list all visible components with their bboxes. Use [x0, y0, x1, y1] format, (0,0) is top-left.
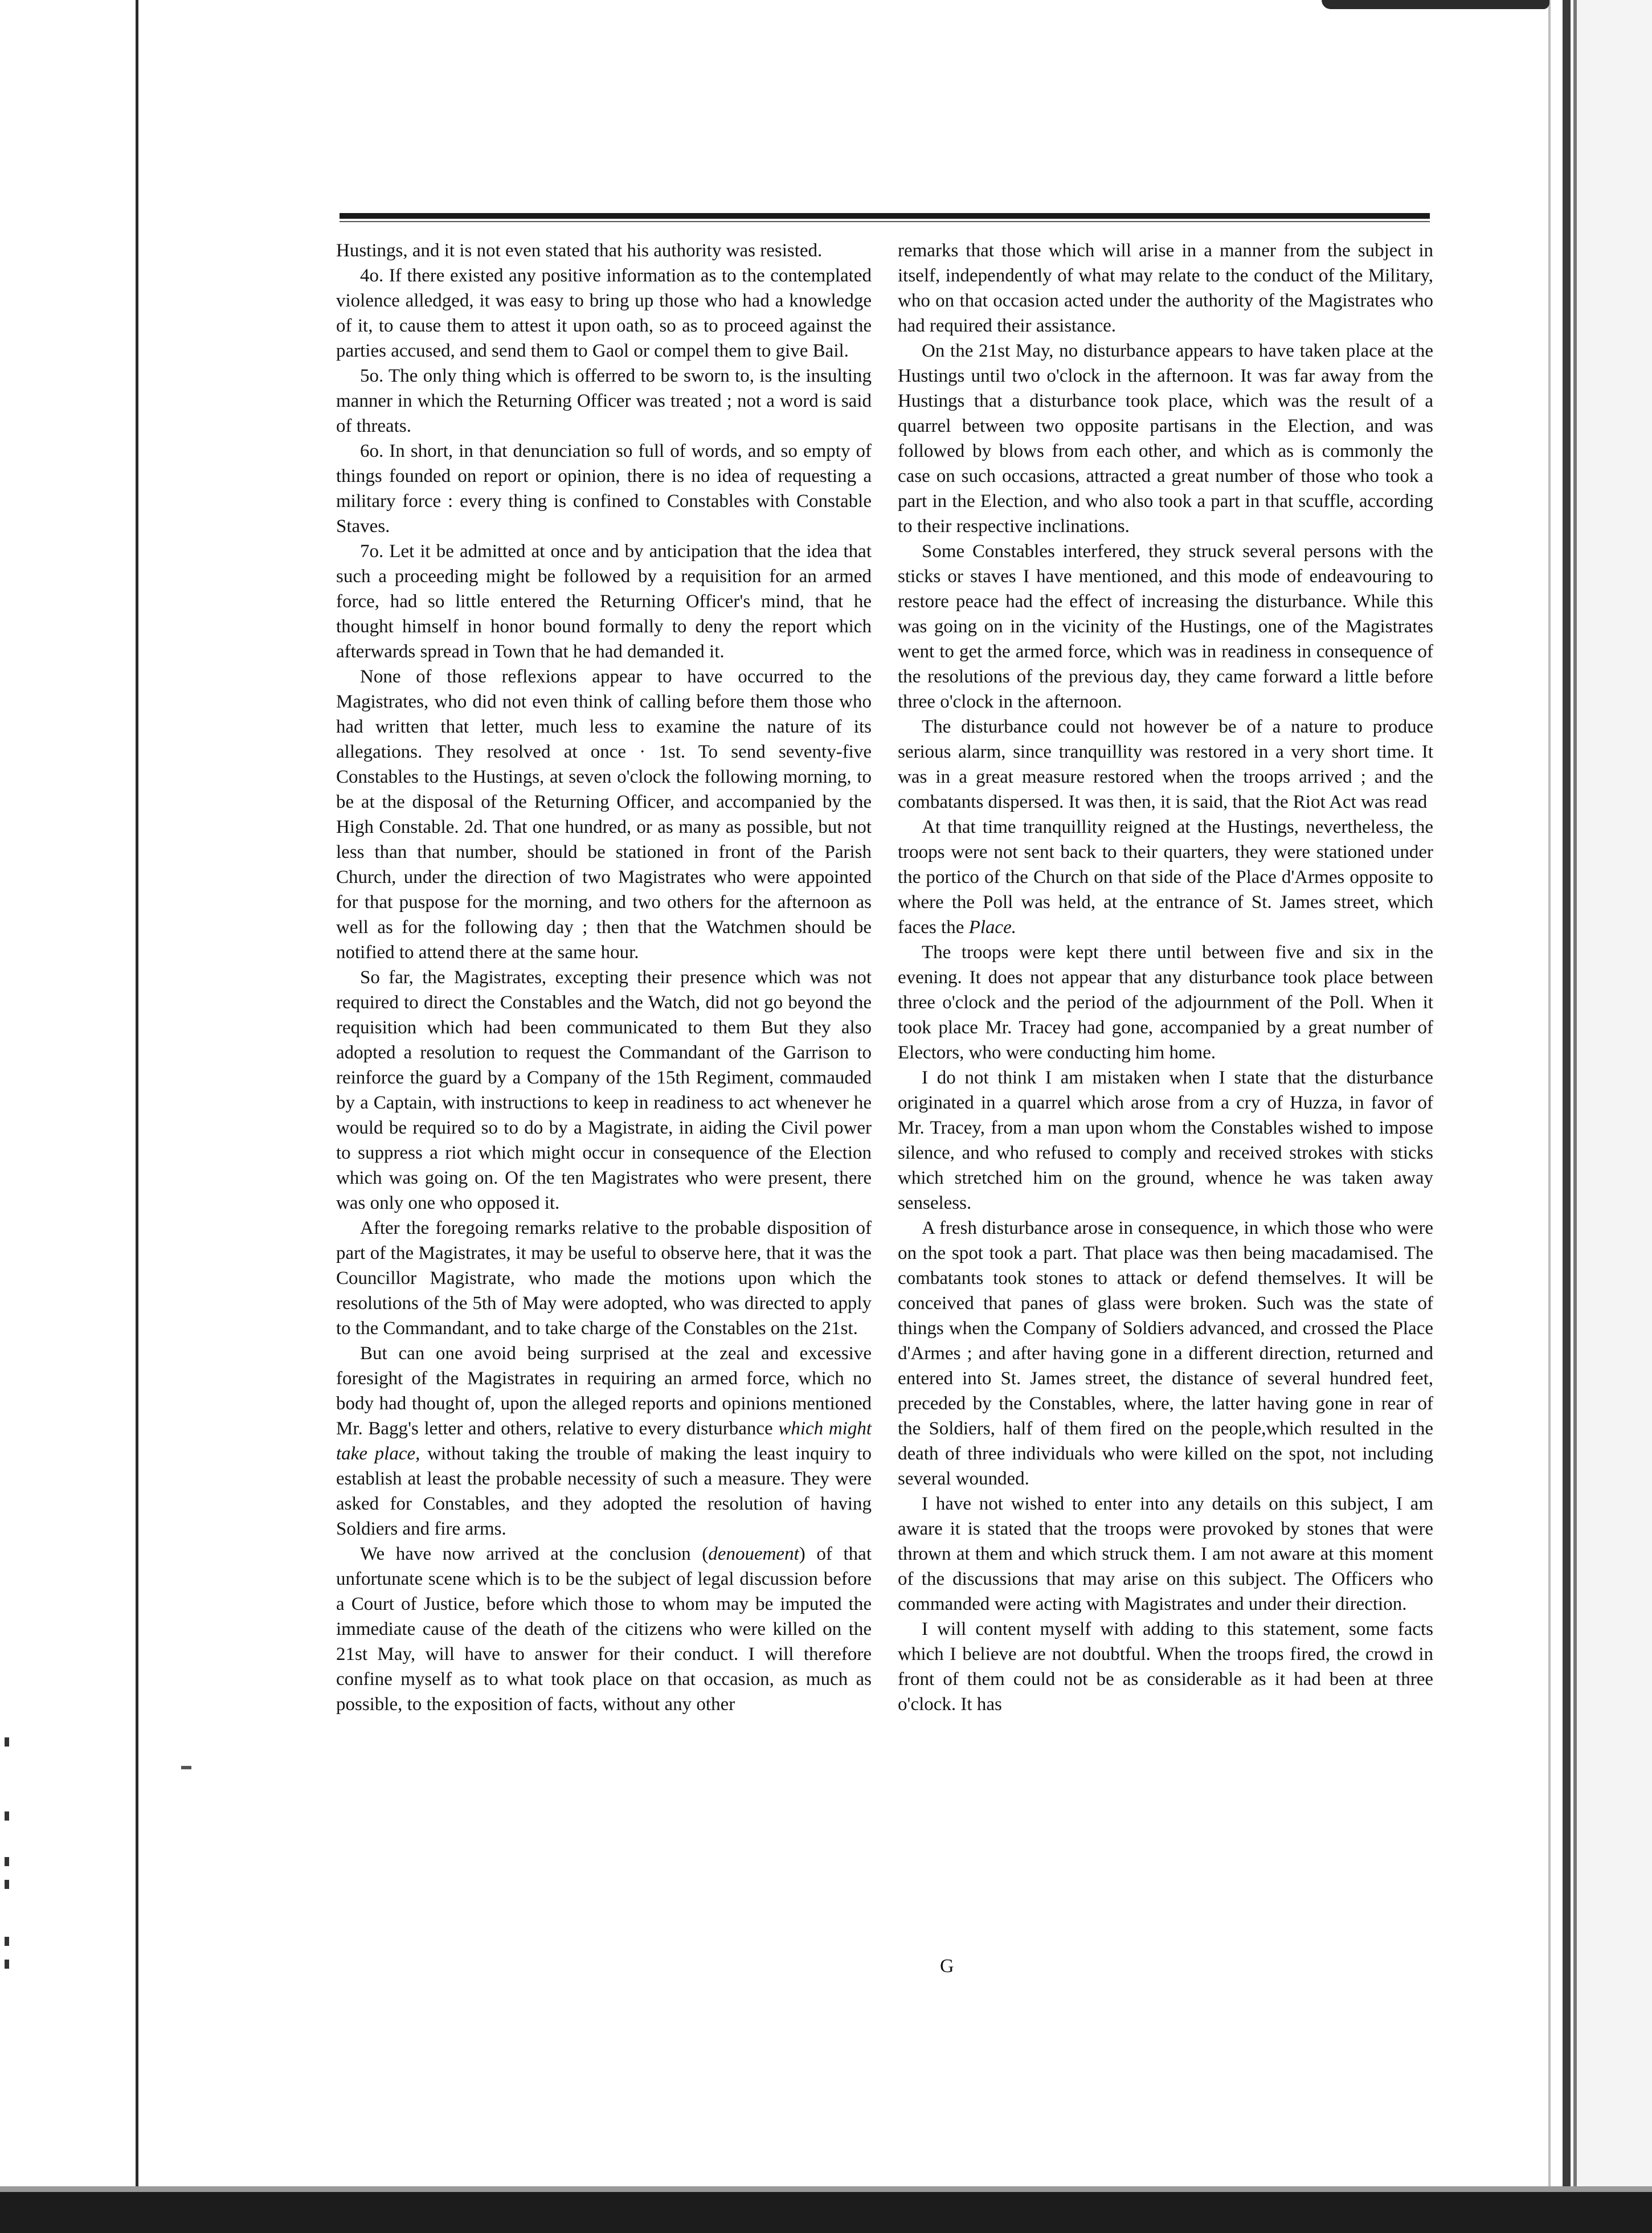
italic-run: denouement — [708, 1544, 799, 1564]
scan-right-edge-dark-2 — [1573, 0, 1577, 2233]
scan-left-rule — [136, 0, 138, 2233]
paragraph: None of those reflexions appear to have occurred to the Magistrates, who did not even think of calling before them those who had written that letter, much less to examine the nature of its allegations. They resolved at once · 1st. To send seventy-five Constables to the Hustings, at seven o'clock the following morning, to be at the disposal of the Returning Officer, and accompanied by the High Constable. 2d. That one hundred, or as many as possible, but not less than that number, should be stationed in front of the Parish Church, under the direction of two Magistrates who were appointed for that puspose for the morning, and two others for the afternoon as well as for the following day ; then that the Watchmen should be notified to attend there at the same hour. — [336, 666, 872, 963]
scan-top-blot — [1322, 0, 1549, 9]
italic-run: which might take place, — [336, 1418, 872, 1464]
scan-speck — [5, 1880, 9, 1889]
text-run: without taking the trouble of making the least inquiry to establish at least the probable necessity of such a measure. They were asked for Constables, and they adopted the resolution of having Soldiers and fire arms. — [336, 1443, 872, 1539]
paragraph: remarks that those which will arise in a manner from the subject in itself, independently of what may relate to the conduct of the Military, who on that occasion acted under the authority of the Magistrates who had required their assistance. — [898, 240, 1433, 336]
paragraph: 5o. The only thing which is offerred to be sworn to, is the insulting manner in which the Returning Officer was treated ; not a word is said of threats. — [336, 366, 872, 436]
text-run: But can one avoid being surprised at the zeal and excessive foresight of the Magistrates in requiring an armed force, which no body had thought of, upon the alleged reports and opinions mentioned Mr. Bagg's letter and others, relative to every disturbance — [336, 1343, 872, 1439]
left-column — [336, 238, 872, 1717]
header-rule-thin — [340, 221, 1430, 222]
paragraph: After the foregoing remarks relative to the probable disposition of part of the Magistrates, it may be useful to observe here, that it was the Councillor Magistrate, who made the motions upon which the resolutions of the 5th of May were adopted, who was directed to apply to the Commandant, and to take charge of the Constables on the 21st. — [336, 1218, 872, 1339]
scan-bottom-band — [0, 2192, 1652, 2233]
paragraph: The troops were kept there until between five and six in the evening. It does not appear that any disturbance took place between three o'clock and the period of the adjournment of the Poll. When it took place Mr. Tracey had gone, accompanied by a great number of Electors, who were conducting him home. — [898, 942, 1433, 1063]
text-run: At that time tranquillity reigned at the Hustings, nevertheless, the troops were not sent back to their quarters, they were stationed under the portico of the Church on that side of the Place d'Armes opposite to where the Poll was held, at the entrance of St. James street, which faces the — [898, 817, 1433, 938]
scan-right-edge — [1548, 0, 1551, 2233]
paragraph: I will content myself with adding to this statement, some facts which I believe are not doubtful. When the troops fired, the crowd in front of them could not be as considerable as it had been at three o'clock. It has — [898, 1619, 1433, 1715]
scan-speck — [5, 1960, 9, 1969]
scan-margin — [1577, 0, 1652, 2233]
scan-speck — [5, 1811, 9, 1821]
scan-speck — [5, 1737, 9, 1747]
paragraph: On the 21st May, no disturbance appears to have taken place at the Hustings until two o'clock in the afternoon. It was far away from the Hustings that a disturbance took place, which was the result of a quarrel between two opposite partisans in the Election, and was followed by blows from each other, and which as is commonly the case on such occasions, attracted a great number of those who took a part in the Election, and who also took a part in that scuffle, according to their respective inclinations. — [898, 341, 1433, 537]
paragraph: 7o. Let it be admitted at once and by anticipation that the idea that such a proceeding might be followed by a requisition for an armed force, had so little entered the Returning Officer's mind, that he thought himself in honor bound formally to deny the report which afterwards spread in Town that he had demanded it. — [336, 541, 872, 662]
header-rule — [340, 213, 1430, 219]
scan-right-edge-dark — [1563, 0, 1571, 2233]
right-column — [898, 238, 1433, 1717]
paragraph — [898, 815, 1433, 940]
paragraph — [336, 1341, 872, 1541]
paragraph: Hustings, and it is not even stated that his authority was resisted. — [336, 240, 823, 261]
paragraph: The disturbance could not however be of a nature to produce serious alarm, since tranquillity was restored in a very short time. It was in a great measure restored when the troops arrived ; and the combatants dispersed. It was then, it is said, that the Riot Act was read — [898, 717, 1433, 812]
scan-speck — [5, 1857, 9, 1866]
paragraph: 4o. If there existed any positive information as to the contemplated violence alledged, it was easy to bring up those who had a knowledge of it, to cause them to attest it upon oath, so as to proceed against the parties accused, and send them to Gaol or compel them to give Bail. — [336, 265, 872, 361]
paragraph: 6o. In short, in that denunciation so full of words, and so empty of things founded on report or opinion, there is no idea of requesting a military force : every thing is confined to Constables with Constable Staves. — [336, 441, 872, 537]
paragraph: A fresh disturbance arose in consequence, in which those who were on the spot took a part. That place was then being macadamised. The combatants took stones to attack or defend themselves. It will be conceived that panes of glass were broken. Such was the state of things when the Company of Soldiers advanced, and crossed the Place d'Armes ; and after having gone in a different direction, returned and entered into St. James street, the distance of several hundred feet, preceded by the Constables, where, the latter having gone in rear of the Soldiers, half of them fired on the people,which resulted in the death of three individuals who were killed on the spot, not including several wounded. — [898, 1218, 1433, 1489]
paragraph: So far, the Magistrates, excepting their presence which was not required to direct the Constables and the Watch, did not go beyond the requisition which had been communicated to them But they also adopted a resolution to request the Commandant of the Garrison to reinforce the guard by a Company of the 15th Regiment, commauded by a Captain, with instructions to keep in readiness to act whenever he would be required so to do by a Magistrate, in aiding the Civil power to suppress a riot which might occur in consequence of the Election which was going on. Of the ten Magistrates who were present, there was only one who opposed it. — [336, 967, 872, 1213]
text-run: ) of that unfortunate scene which is to be the subject of legal discussion before a Court of Justice, before which those to whom may be imputed the immediate cause of the death of the citizens who were killed on the 21st May, will have to answer for their conduct. I will therefore confine myself as to what took place on that occasion, as much as possible, to the exposition of facts, without any other — [336, 1544, 872, 1715]
italic-run: Place. — [968, 917, 1016, 938]
text-run: We have now arrived at the conclusion ( — [360, 1544, 709, 1564]
paragraph — [336, 1541, 872, 1717]
paragraph: I have not wished to enter into any details on this subject, I am aware it is stated that the troops were provoked by stones that were thrown at them and which struck them. I am not aware at this moment of the discussions that may arise on this subject. The Officers who commanded were acting with Magistrates and under their direction. — [898, 1494, 1433, 1614]
scan-speck — [5, 1937, 9, 1946]
scan-speck — [181, 1766, 191, 1769]
signature-mark: G — [940, 1956, 954, 1977]
paragraph: I do not think I am mistaken when I state that the disturbance originated in a quarrel which arose from a cry of Huzza, in favor of Mr. Tracey, from a man upon whom the Constables wished to impose silence, and who refused to comply and received strokes with sticks which stretched him on the ground, whence he was taken away senseless. — [898, 1068, 1433, 1213]
paragraph: Some Constables interfered, they struck several persons with the sticks or staves I have mentioned, and this mode of endeavouring to restore peace had the effect of increasing the disturbance. While this was going on in the vicinity of the Hustings, one of the Magistrates went to get the armed force, which was in readiness in consequence of the resolutions of the previous day, they came forward a little before three o'clock in the afternoon. — [898, 541, 1433, 712]
